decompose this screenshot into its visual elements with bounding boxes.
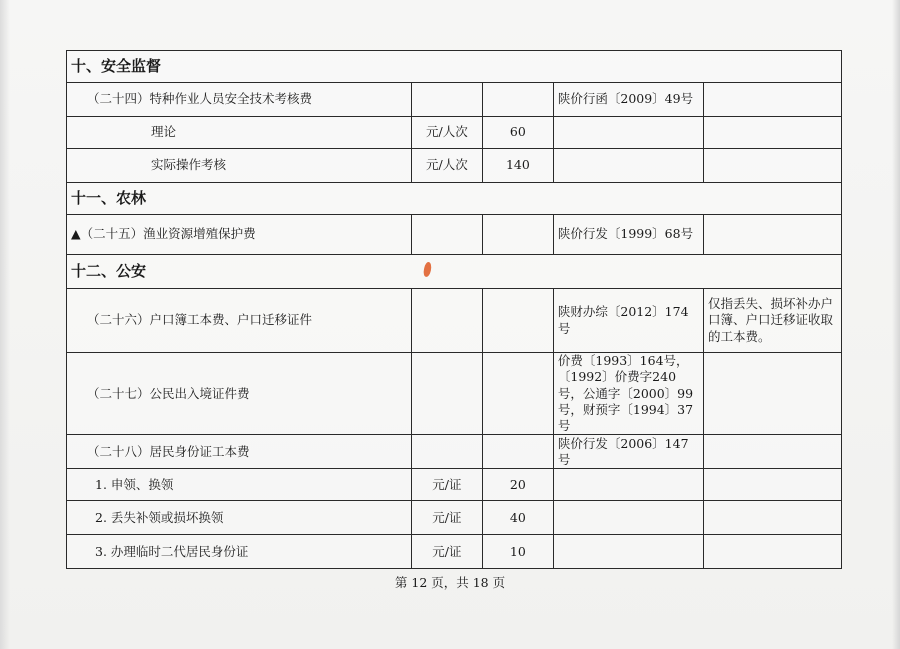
item-unit: 元/证 — [411, 501, 482, 535]
item-basis — [553, 535, 703, 569]
item-note — [703, 469, 841, 501]
item-unit — [411, 435, 482, 469]
table-row — [67, 289, 842, 353]
item-amount: 140 — [482, 149, 553, 183]
scan-edge-right — [892, 0, 900, 649]
section-title-agri: 十一、农林 — [67, 183, 842, 215]
item-unit: 元/证 — [411, 535, 482, 569]
item-amount — [482, 353, 553, 435]
item-basis — [553, 469, 703, 501]
item-unit — [411, 215, 482, 255]
item-note — [703, 535, 841, 569]
section-row-safety — [67, 51, 842, 83]
item-note — [703, 117, 841, 149]
table-row — [67, 83, 842, 117]
item-unit — [411, 83, 482, 117]
table-row — [67, 215, 842, 255]
table-row — [67, 501, 842, 535]
item-note — [703, 149, 841, 183]
item-basis — [553, 149, 703, 183]
table-row — [67, 149, 842, 183]
table-row — [67, 435, 842, 469]
item-amount: 60 — [482, 117, 553, 149]
item-amount: 40 — [482, 501, 553, 535]
item-name: （二十六）户口簿工本费、户口迁移证件 — [67, 289, 412, 353]
item-note: 仅指丢失、损坏补办户口簿、户口迁移证收取的工本费。 — [703, 289, 841, 353]
item-name: 理论 — [67, 117, 412, 149]
section-title-safety: 十、安全监督 — [67, 51, 842, 83]
item-name: 实际操作考核 — [67, 149, 412, 183]
item-amount — [482, 289, 553, 353]
item-note — [703, 435, 841, 469]
item-name: 1. 申领、换领 — [67, 469, 412, 501]
item-note — [703, 353, 841, 435]
item-amount — [482, 215, 553, 255]
section-row-agri — [67, 183, 842, 215]
item-basis: 陕财办综〔2012〕174号 — [553, 289, 703, 353]
item-name: （二十八）居民身份证工本费 — [67, 435, 412, 469]
item-note — [703, 83, 841, 117]
item-basis: 陕价行发〔1999〕68号 — [553, 215, 703, 255]
item-unit — [411, 289, 482, 353]
item-note — [703, 501, 841, 535]
item-basis: 价费〔1993〕164号，〔1992〕价费字240号，公通字〔2000〕99号，财预字〔1994〕37号 — [553, 353, 703, 435]
item-name: （二十七）公民出入境证件费 — [67, 353, 412, 435]
item-amount — [482, 435, 553, 469]
section-title-police: 十二、公安 — [67, 255, 842, 289]
table-row — [67, 535, 842, 569]
item-name: ▲（二十五）渔业资源增殖保护费 — [67, 215, 412, 255]
item-name: 2. 丢失补领或损坏换领 — [67, 501, 412, 535]
item-unit: 元/人次 — [411, 149, 482, 183]
fee-schedule-table — [66, 50, 842, 569]
item-basis — [553, 117, 703, 149]
item-basis: 陕价行发〔2006〕147号 — [553, 435, 703, 469]
section-row-police — [67, 255, 842, 289]
item-amount: 20 — [482, 469, 553, 501]
item-note — [703, 215, 841, 255]
item-unit: 元/人次 — [411, 117, 482, 149]
item-basis — [553, 501, 703, 535]
item-amount: 10 — [482, 535, 553, 569]
table-row — [67, 117, 842, 149]
item-name: 3. 办理临时二代居民身份证 — [67, 535, 412, 569]
item-name: （二十四）特种作业人员安全技术考核费 — [67, 83, 412, 117]
item-basis: 陕价行函〔2009〕49号 — [553, 83, 703, 117]
table-row — [67, 469, 842, 501]
page-footer: 第 12 页，共 18 页 — [394, 575, 506, 590]
item-unit — [411, 353, 482, 435]
item-unit: 元/证 — [411, 469, 482, 501]
table-row — [67, 353, 842, 435]
scan-edge-left — [0, 0, 10, 649]
item-amount — [482, 83, 553, 117]
